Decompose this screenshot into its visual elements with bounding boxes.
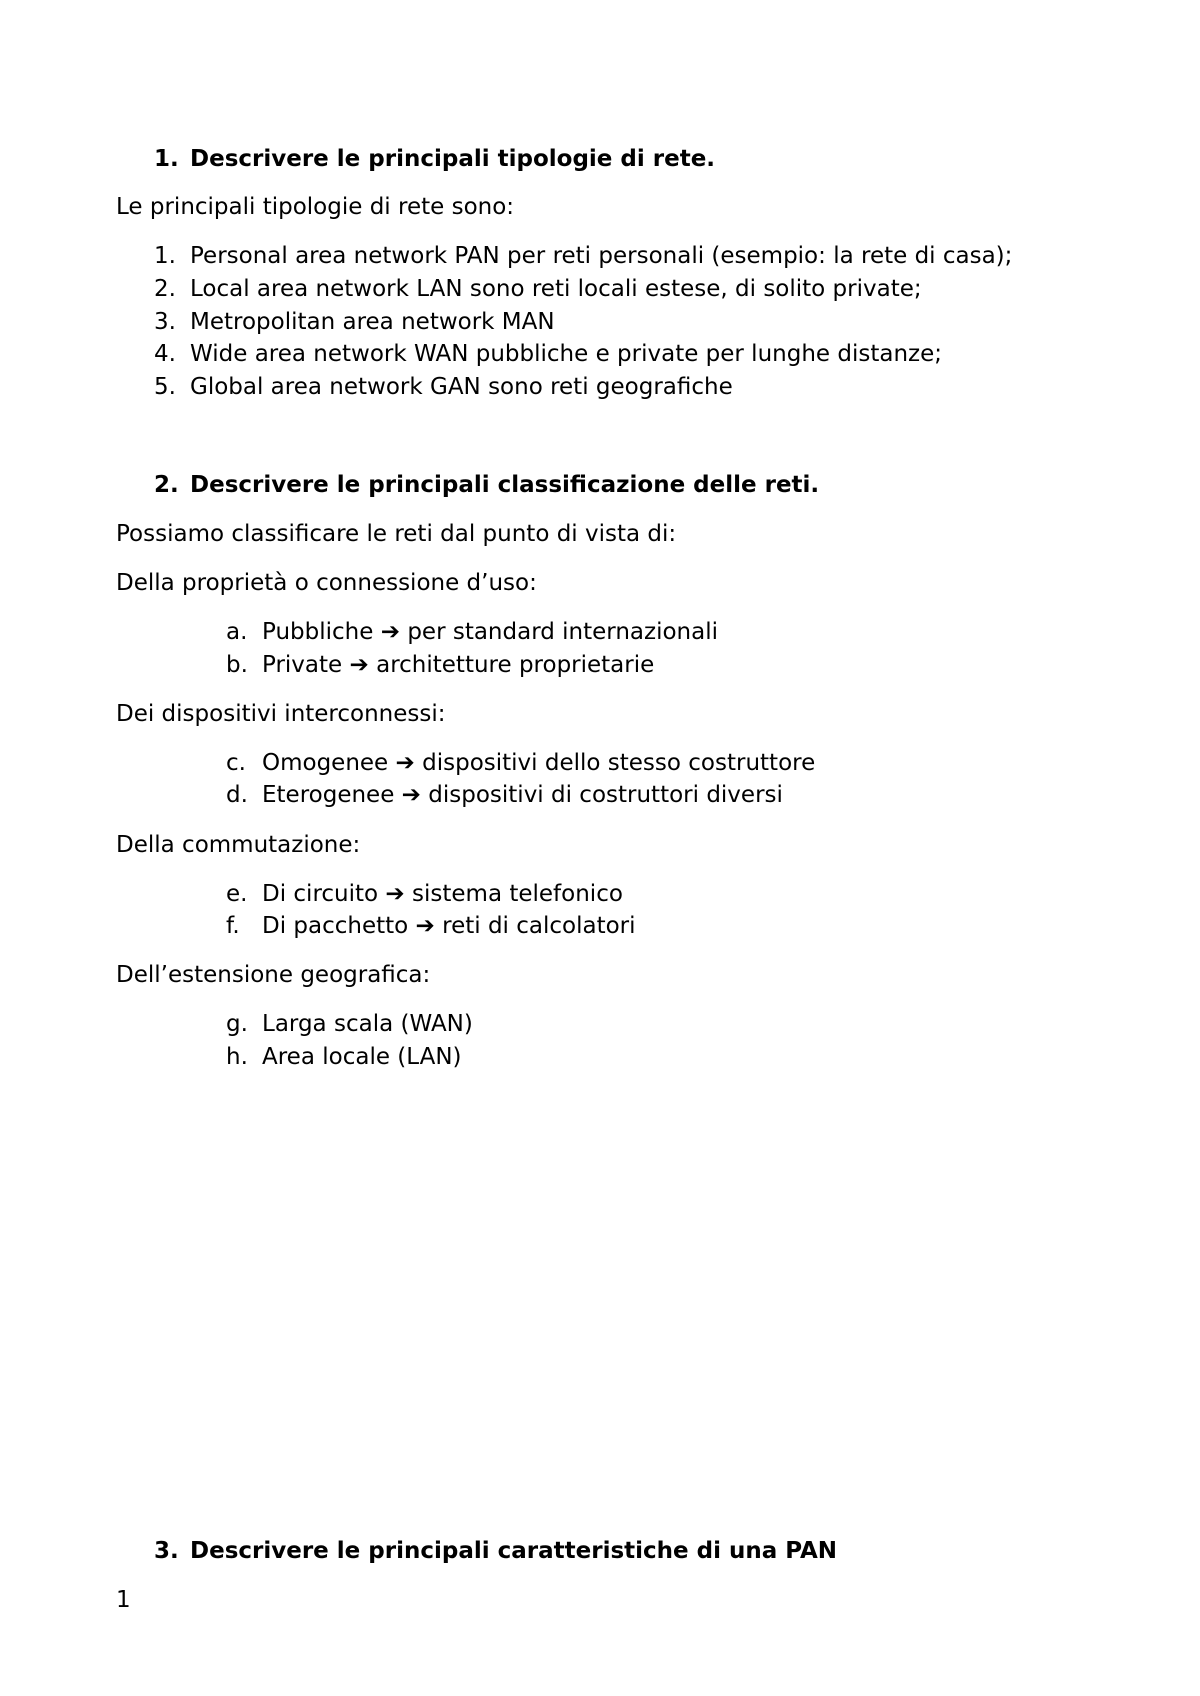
list-item bbox=[226, 621, 718, 644]
list-item-number: 5. bbox=[154, 374, 176, 400]
list-item-term: Private bbox=[262, 652, 343, 678]
arrow-icon: ➔ bbox=[380, 619, 400, 645]
list-item-text: Global area network GAN sono reti geografiche bbox=[190, 374, 733, 400]
list-item bbox=[226, 915, 636, 938]
list-item-desc: architetture proprietarie bbox=[376, 652, 655, 678]
section-2-title: Descrivere le principali classificazione delle reti. bbox=[190, 472, 820, 498]
list-item bbox=[226, 752, 815, 775]
list-item-letter: e. bbox=[226, 881, 248, 907]
list-item-number: 4. bbox=[154, 341, 176, 367]
list-item bbox=[154, 376, 733, 399]
arrow-icon: ➔ bbox=[401, 782, 421, 808]
page-number: 1 bbox=[116, 1587, 131, 1613]
list-item-term: Eterogenee bbox=[262, 782, 395, 808]
group-label: Dell’estensione geografica: bbox=[116, 962, 431, 988]
list-item bbox=[226, 784, 783, 807]
list-item-desc: dispositivi dello stesso costruttore bbox=[422, 750, 816, 776]
section-1-intro: Le principali tipologie di rete sono: bbox=[116, 194, 515, 220]
section-3-title: Descrivere le principali caratteristiche di una PAN bbox=[190, 1538, 838, 1564]
list-item-text: Area locale (LAN) bbox=[262, 1044, 462, 1070]
section-3-number: 3. bbox=[154, 1538, 179, 1564]
list-item-term: Omogenee bbox=[262, 750, 389, 776]
list-item-desc: sistema telefonico bbox=[412, 881, 623, 907]
list-item-text: Wide area network WAN pubbliche e private per lunghe distanze; bbox=[190, 341, 943, 367]
list-item bbox=[154, 278, 922, 301]
list-item-text: Personal area network PAN per reti personali (esempio: la rete di casa); bbox=[190, 243, 1013, 269]
section-2-number: 2. bbox=[154, 472, 179, 498]
group-label: Della proprietà o connessione d’uso: bbox=[116, 570, 537, 596]
section-2-heading bbox=[154, 474, 819, 497]
section-1-heading bbox=[154, 148, 715, 171]
list-item-text: Larga scala (WAN) bbox=[262, 1011, 473, 1037]
list-item bbox=[226, 654, 654, 677]
list-item bbox=[226, 1046, 462, 1069]
list-item-letter: g. bbox=[226, 1011, 248, 1037]
list-item bbox=[154, 311, 555, 334]
list-item-desc: dispositivi di costruttori diversi bbox=[428, 782, 783, 808]
list-item-desc: per standard internazionali bbox=[407, 619, 719, 645]
list-item bbox=[154, 343, 942, 366]
list-item-term: Di circuito bbox=[262, 881, 379, 907]
list-item-number: 1. bbox=[154, 243, 176, 269]
list-item-letter: h. bbox=[226, 1044, 248, 1070]
list-item-letter: b. bbox=[226, 652, 248, 678]
arrow-icon: ➔ bbox=[395, 750, 415, 776]
list-item-letter: f. bbox=[226, 913, 240, 939]
list-item-desc: reti di calcolatori bbox=[442, 913, 636, 939]
group-label: Della commutazione: bbox=[116, 832, 361, 858]
list-item-letter: d. bbox=[226, 782, 248, 808]
list-item-text: Local area network LAN sono reti locali estese, di solito private; bbox=[190, 276, 922, 302]
list-item bbox=[226, 1013, 473, 1036]
list-item-term: Pubbliche bbox=[262, 619, 374, 645]
list-item-letter: a. bbox=[226, 619, 248, 645]
arrow-icon: ➔ bbox=[385, 881, 405, 907]
list-item-text: Metropolitan area network MAN bbox=[190, 309, 555, 335]
arrow-icon: ➔ bbox=[415, 913, 435, 939]
list-item-number: 2. bbox=[154, 276, 176, 302]
section-1-title: Descrivere le principali tipologie di rete. bbox=[190, 146, 716, 172]
list-item-number: 3. bbox=[154, 309, 176, 335]
list-item-letter: c. bbox=[226, 750, 246, 776]
list-item bbox=[154, 245, 1012, 268]
arrow-icon: ➔ bbox=[349, 652, 369, 678]
group-label: Dei dispositivi interconnessi: bbox=[116, 701, 446, 727]
section-2-intro: Possiamo classificare le reti dal punto di vista di: bbox=[116, 521, 677, 547]
list-item-term: Di pacchetto bbox=[262, 913, 409, 939]
section-1-number: 1. bbox=[154, 146, 179, 172]
list-item bbox=[226, 883, 623, 906]
section-3-heading bbox=[154, 1540, 837, 1563]
